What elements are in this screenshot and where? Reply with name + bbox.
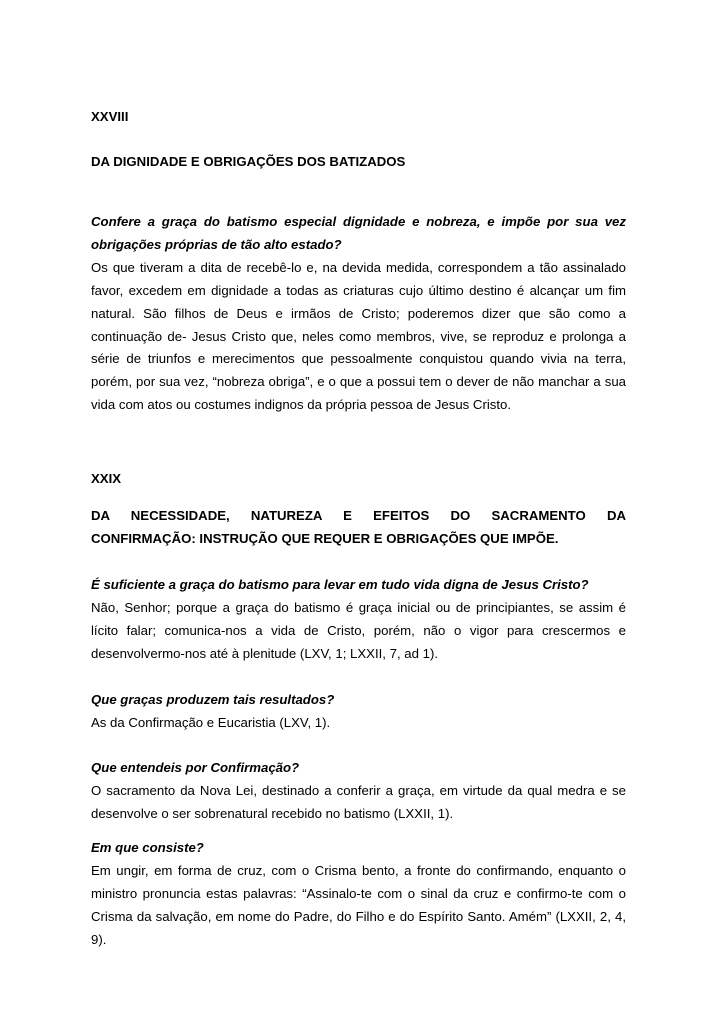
answer-text: As da Confirmação e Eucaristia (LXV, 1). (91, 714, 331, 730)
answer-text: Os que tiveram a dita de recebê-lo e, na devida medida, correspondem a tão assinalado favor, excedem em dignidade a todas as criaturas cujo último destino é alcançar um fim natural. São filhos de Deus e irmãos de Cristo; poderemos dizer que são como a continuação de- Jesus Cristo que, neles como membros, vive, se reproduz e prolonga a série de triunfos e merecimentos que pessoalmente conquistou quando vivia na terra, porém, por sua vez, “nobreza obriga”, e o que a possui tem o dever de não manchar a sua vida com atos ou costumes indignos da própria pessoa de Jesus Cristo. (91, 259, 626, 413)
chapter-title-line-2: CONFIRMAÇÃO: INSTRUÇÃO QUE REQUER E OBRIGAÇÕES QUE IMPÕE. (91, 531, 559, 546)
answer-text: Em ungir, em forma de cruz, com o Crisma bento, a fronte do confirmando, enquanto o ministro pronuncia estas palavras: “Assinalo-te com o sinal da cruz e confirmo-te com o Crisma da salvação, em nome do Padre, do Filho e do Espírito Santo. Amém” (LXXII, 2, 4, 9). (91, 862, 626, 947)
answer-text: Não, Senhor; porque a graça do batismo é graça inicial ou de principiantes, se assim é lícito falar; comunica-nos a vida de Cristo, porém, não o vigor para crescermos e desenvolvermo-nos até à plenitude (LXV, 1; LXXII, 7, ad 1). (91, 599, 626, 661)
chapter-title: DA DIGNIDADE E OBRIGAÇÕES DOS BATIZADOS (91, 154, 406, 169)
qa-block (91, 837, 626, 952)
question-text: Confere a graça do batismo especial dignidade e nobreza, e impõe por sua vez obrigações próprias de tão alto estado? (91, 214, 626, 252)
chapter-number: XXVIII (91, 109, 129, 124)
question-text: Que entendeis por Confirmação? (91, 760, 300, 775)
chapter-title-line-1: DA NECESSIDADE, NATUREZA E EFEITOS DO SACRAMENTO DA (91, 508, 626, 523)
chapter-number: XXIX (91, 471, 122, 486)
question-text: É suficiente a graça do batismo para levar em tudo vida digna de Jesus Cristo? (91, 577, 589, 592)
qa-block (91, 757, 626, 826)
question-text: Que graças produzem tais resultados? (91, 692, 335, 707)
answer-text: O sacramento da Nova Lei, destinado a conferir a graça, em virtude da qual medra e se desenvolve o ser sobrenatural recebido no batismo (LXXII, 1). (91, 782, 626, 821)
qa-block (91, 689, 626, 735)
qa-block (91, 574, 626, 666)
qa-block (91, 211, 626, 417)
question-text: Em que consiste? (91, 840, 204, 855)
